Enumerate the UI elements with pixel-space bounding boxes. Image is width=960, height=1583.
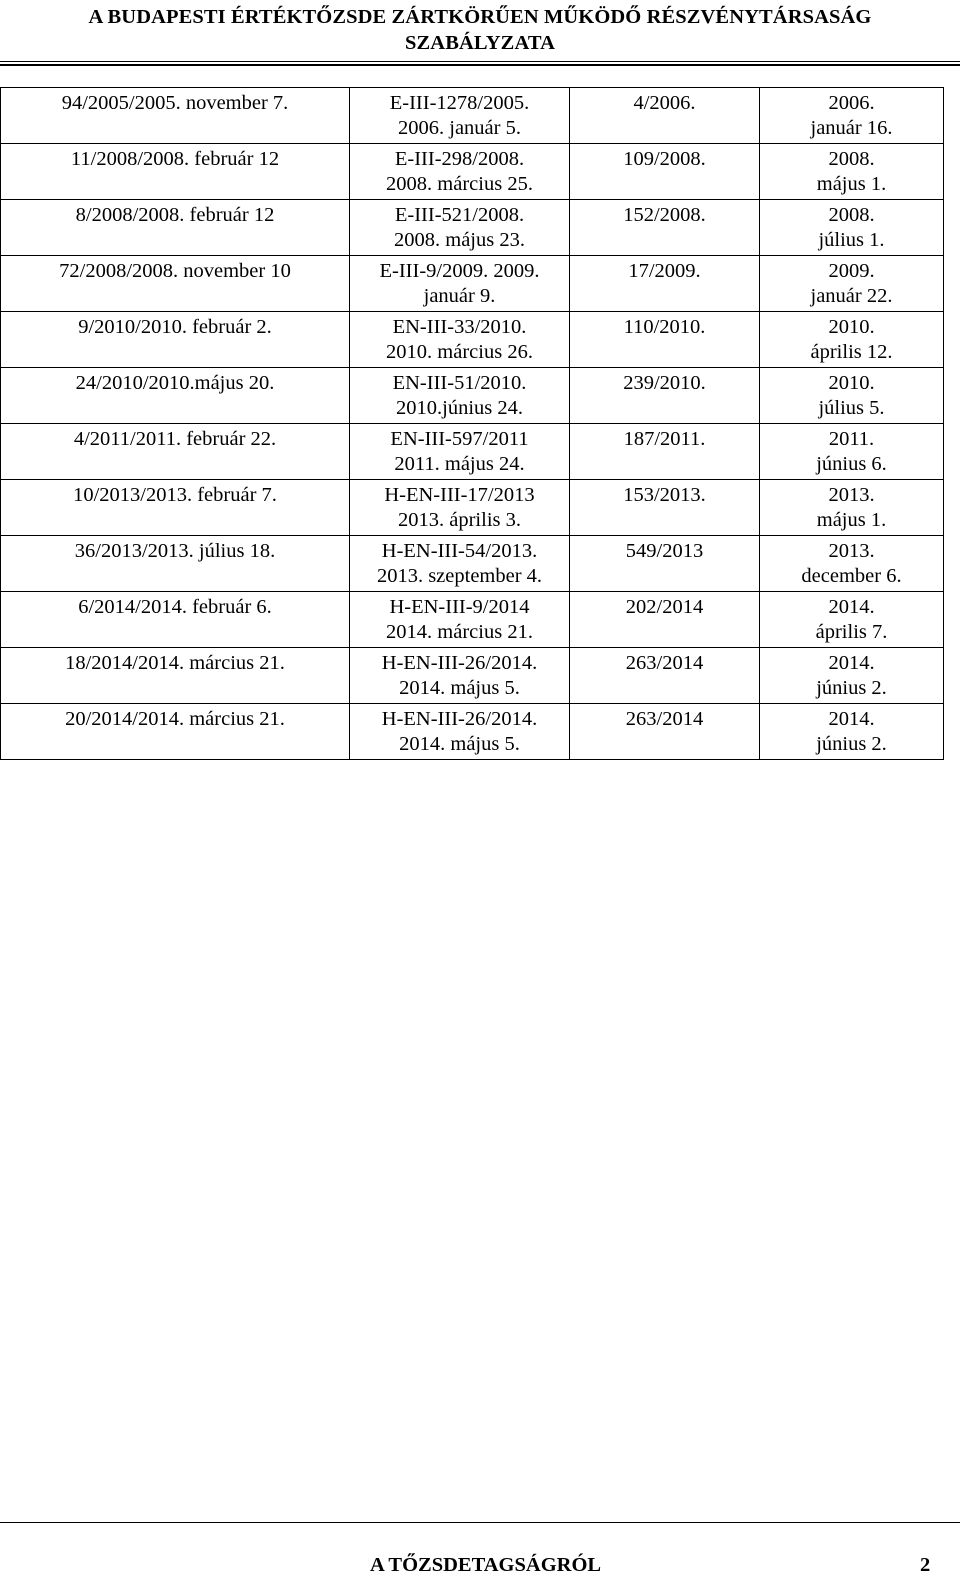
table-cell-resolution: 6/2014/2014. február 6. xyxy=(1,592,350,648)
table-cell-approval: E-III-521/2008. 2008. május 23. xyxy=(350,200,570,256)
table-cell-resolution: 4/2011/2011. február 22. xyxy=(1,424,350,480)
table-cell-decision-number xyxy=(570,648,760,704)
table-cell-approval: H-EN-III-54/2013. 2013. szeptember 4. xyxy=(350,536,570,592)
decision-number-text: 239/2010. xyxy=(623,372,706,394)
page-number: 2 xyxy=(920,1554,931,1576)
table-cell-effective-date: 2006. január 16. xyxy=(760,88,944,144)
table-cell-decision-number xyxy=(570,536,760,592)
table-cell-effective-date: 2008. július 1. xyxy=(760,200,944,256)
table-cell-decision-number xyxy=(570,424,760,480)
table-cell-effective-date: 2013. december 6. xyxy=(760,536,944,592)
table-cell-effective-date: 2008. május 1. xyxy=(760,144,944,200)
table-cell-decision-number xyxy=(570,704,760,760)
table-cell-approval: E-III-1278/2005. 2006. január 5. xyxy=(350,88,570,144)
amendment-table xyxy=(0,87,944,760)
table-cell-effective-date: 2010. július 5. xyxy=(760,368,944,424)
table-cell-decision-number xyxy=(570,144,760,200)
header-rule-thick xyxy=(0,64,960,66)
table-row xyxy=(1,88,944,144)
decision-number-text: 549/2013 xyxy=(625,540,704,562)
decision-number-text: 263/2014 xyxy=(625,652,704,674)
table-cell-approval: H-EN-III-9/2014 2014. március 21. xyxy=(350,592,570,648)
table-row xyxy=(1,256,944,312)
table-row xyxy=(1,144,944,200)
table-cell-approval: E-III-9/2009. 2009. január 9. xyxy=(350,256,570,312)
table-cell-approval: H-EN-III-26/2014. 2014. május 5. xyxy=(350,648,570,704)
table-row xyxy=(1,536,944,592)
table-cell-effective-date: 2009. január 22. xyxy=(760,256,944,312)
table-row xyxy=(1,480,944,536)
table-cell-decision-number xyxy=(570,88,760,144)
table-cell-approval: E-III-298/2008. 2008. március 25. xyxy=(350,144,570,200)
table-cell-effective-date: 2011. június 6. xyxy=(760,424,944,480)
table-cell-resolution: 94/2005/2005. november 7. xyxy=(1,88,350,144)
table-cell-effective-date: 2013. május 1. xyxy=(760,480,944,536)
decision-number-text: 152/2008. xyxy=(623,204,706,226)
table-cell-decision-number xyxy=(570,592,760,648)
footer-rule xyxy=(0,1522,960,1523)
table-row xyxy=(1,648,944,704)
table-row xyxy=(1,704,944,760)
table-cell-resolution: 11/2008/2008. február 12 xyxy=(1,144,350,200)
decision-number-text: 153/2013. xyxy=(623,484,706,506)
table-cell-resolution: 10/2013/2013. február 7. xyxy=(1,480,350,536)
table-cell-resolution: 36/2013/2013. július 18. xyxy=(1,536,350,592)
amendment-table-body xyxy=(1,88,944,760)
table-row xyxy=(1,200,944,256)
table-cell-effective-date: 2010. április 12. xyxy=(760,312,944,368)
table-row xyxy=(1,312,944,368)
footer-section-title: A TŐZSDETAGSÁGRÓL xyxy=(370,1554,602,1576)
table-row xyxy=(1,368,944,424)
table-cell-resolution: 9/2010/2010. február 2. xyxy=(1,312,350,368)
table-cell-decision-number xyxy=(570,480,760,536)
table-cell-approval: EN-III-51/2010. 2010.június 24. xyxy=(350,368,570,424)
decision-number-text: 202/2014 xyxy=(625,596,704,618)
table-cell-decision-number xyxy=(570,256,760,312)
table-cell-resolution: 72/2008/2008. november 10 xyxy=(1,256,350,312)
table-cell-resolution: 20/2014/2014. március 21. xyxy=(1,704,350,760)
decision-number-text: 4/2006. xyxy=(633,92,696,114)
page-header xyxy=(20,4,940,56)
table-row xyxy=(1,424,944,480)
table-cell-effective-date: 2014. június 2. xyxy=(760,648,944,704)
header-title-line1: A BUDAPESTI ÉRTÉKTŐZSDE ZÁRTKÖRŰEN MŰKÖDŐ RÉSZVÉNYTÁRSASÁG xyxy=(88,6,872,28)
decision-number-text: 17/2009. xyxy=(628,260,701,282)
table-cell-approval: H-EN-III-26/2014. 2014. május 5. xyxy=(350,704,570,760)
table-cell-decision-number xyxy=(570,200,760,256)
table-cell-resolution: 18/2014/2014. március 21. xyxy=(1,648,350,704)
table-row xyxy=(1,592,944,648)
header-rule-thin xyxy=(0,61,960,62)
table-cell-approval: H-EN-III-17/2013 2013. április 3. xyxy=(350,480,570,536)
table-cell-resolution: 24/2010/2010.május 20. xyxy=(1,368,350,424)
table-cell-effective-date: 2014. június 2. xyxy=(760,704,944,760)
table-cell-effective-date: 2014. április 7. xyxy=(760,592,944,648)
decision-number-text: 110/2010. xyxy=(623,316,706,338)
table-cell-decision-number xyxy=(570,312,760,368)
header-title-line2: SZABÁLYZATA xyxy=(405,32,555,54)
decision-number-text: 187/2011. xyxy=(623,428,706,450)
table-cell-resolution: 8/2008/2008. február 12 xyxy=(1,200,350,256)
table-cell-approval: EN-III-33/2010. 2010. március 26. xyxy=(350,312,570,368)
table-cell-decision-number xyxy=(570,368,760,424)
decision-number-text: 263/2014 xyxy=(625,708,704,730)
decision-number-text: 109/2008. xyxy=(623,148,706,170)
table-cell-approval: EN-III-597/2011 2011. május 24. xyxy=(350,424,570,480)
